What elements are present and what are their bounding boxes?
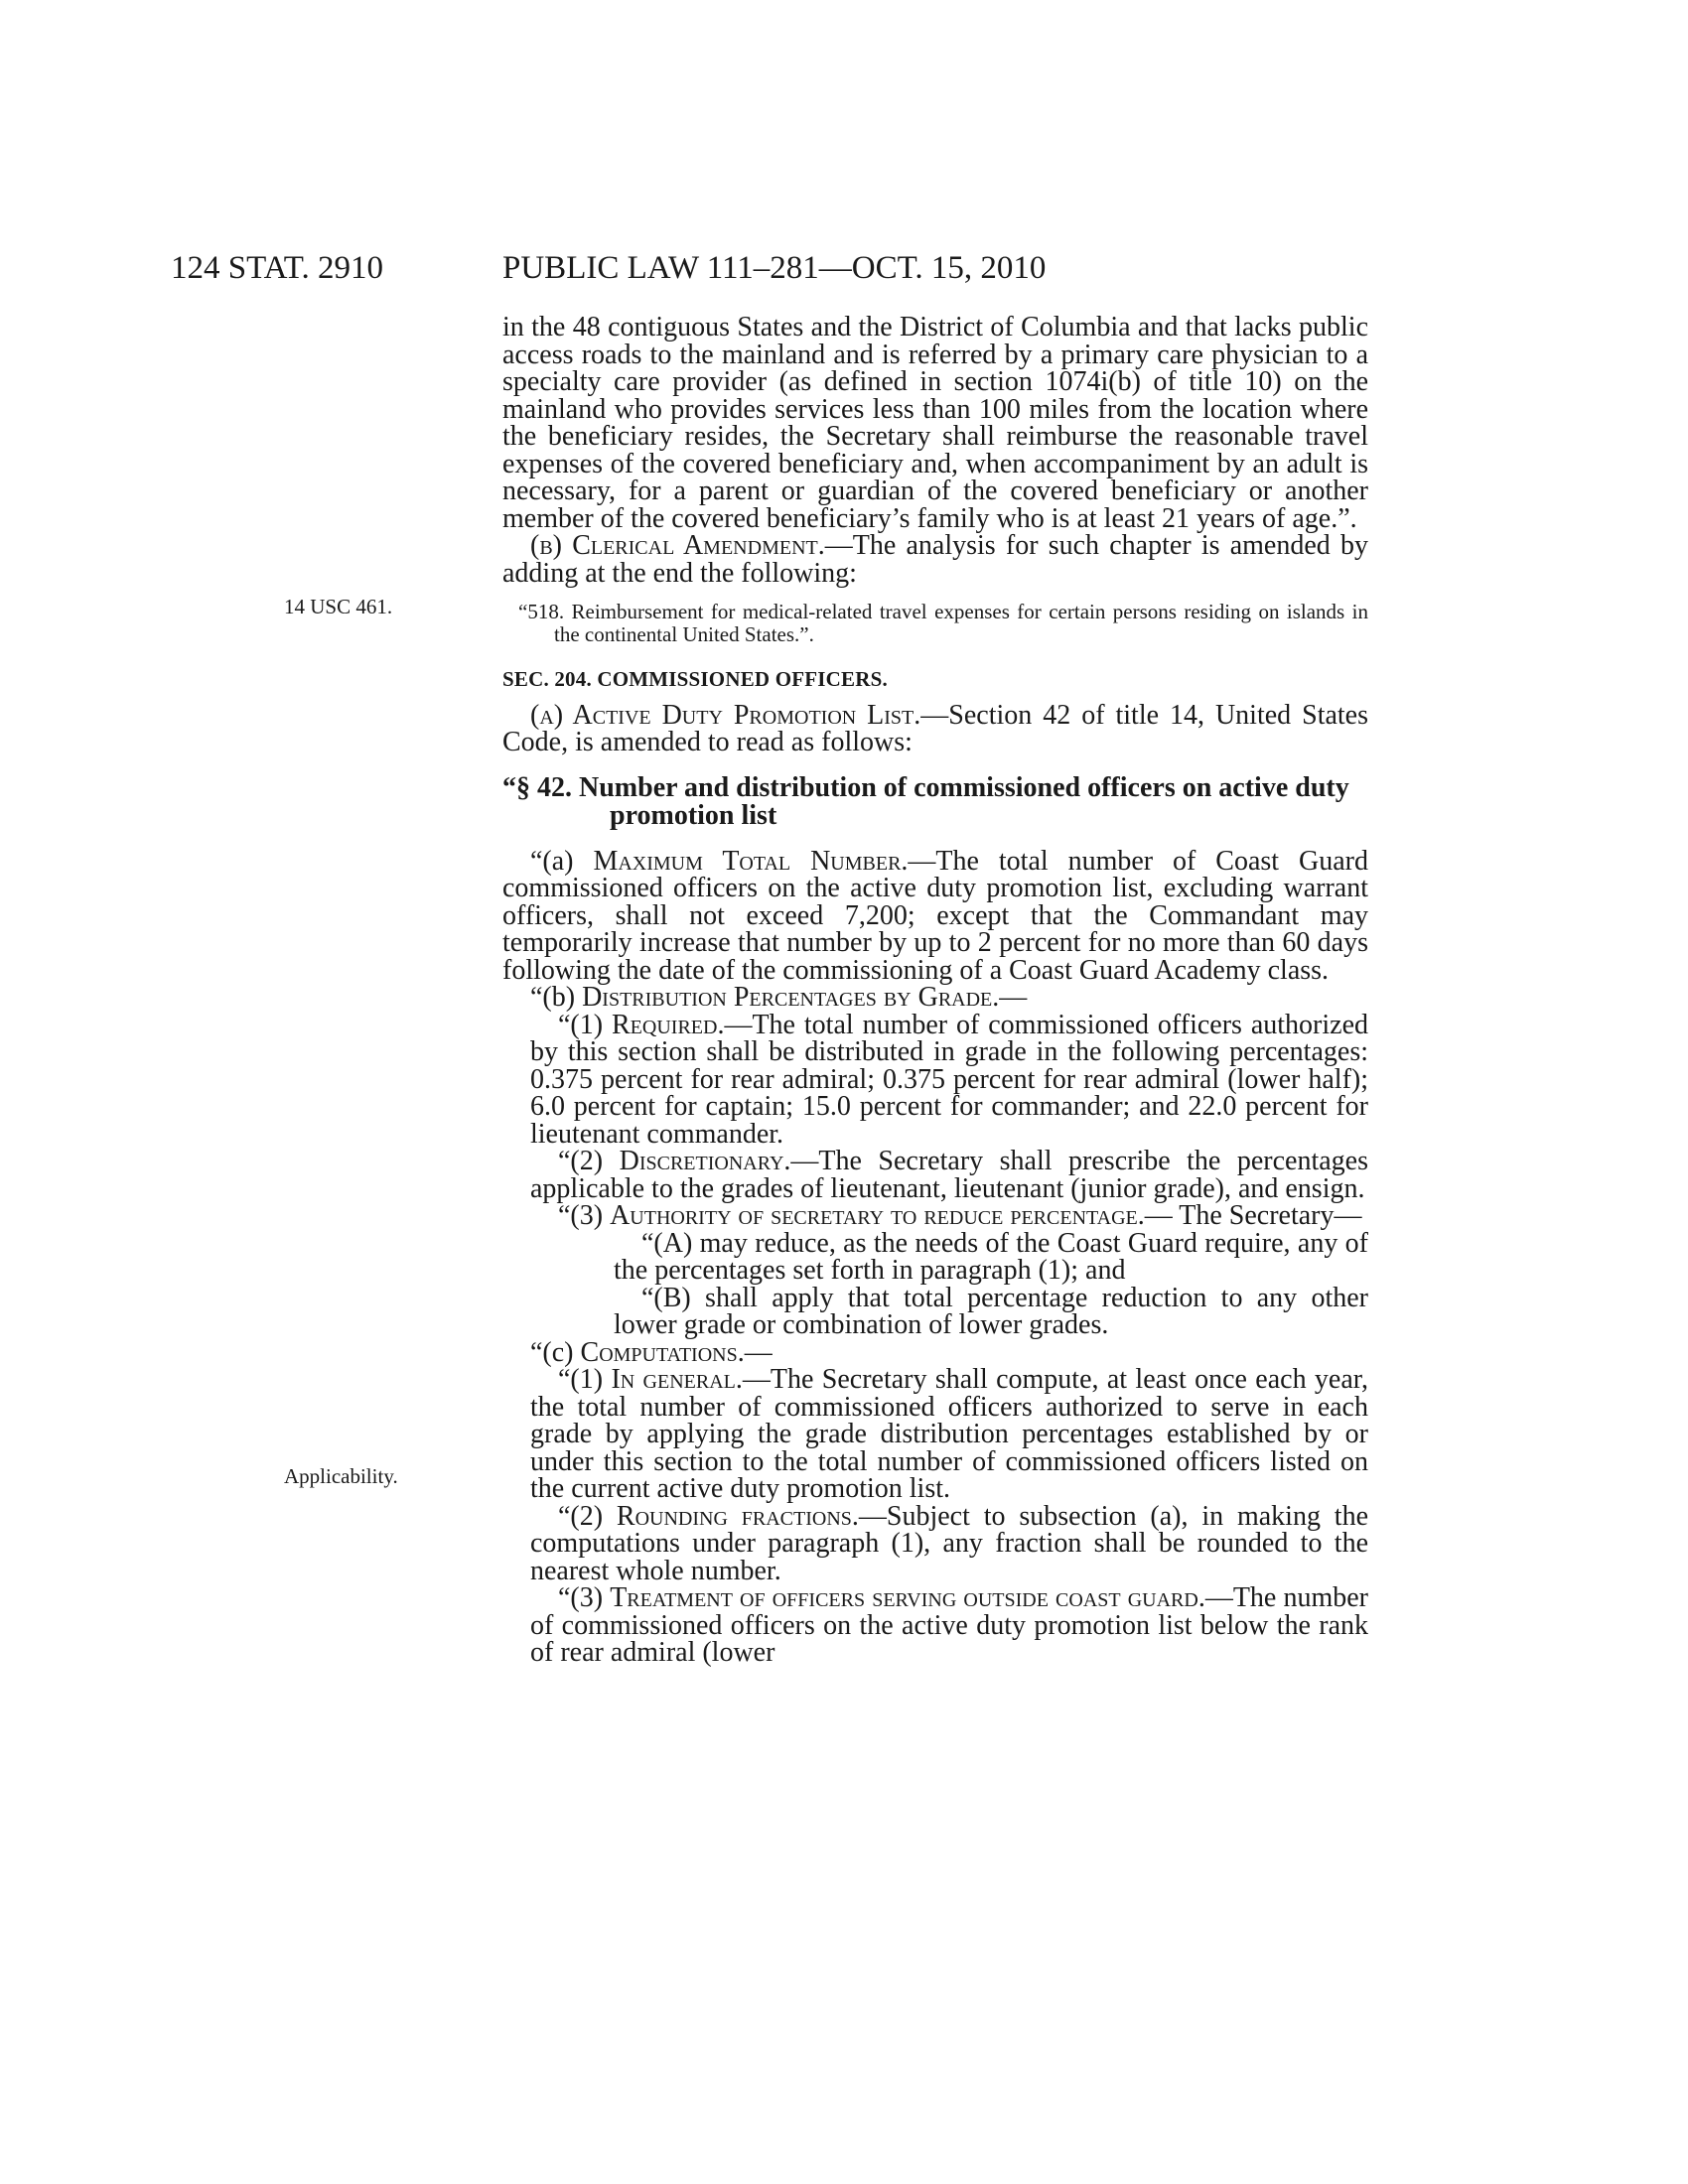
continued-paragraph: in the 48 contiguous States and the District of Columbia and that lacks public access roads to the mainland and is referred by a primary care physician to a specialty care provider (as defined in section 1074i(b) of title 10) on the mainland who provides services less than 100 miles from the location where the beneficiary resides, the Secretary shall reimburse the reasonable travel expenses of the covered beneficiary and, when accompaniment by an adult is necessary, for a parent or guardian of the covered beneficiary or another member of the covered beneficiary’s family who is at least 21 years of age.”. <box>502 312 1368 534</box>
authority-text: — The Secretary— <box>1144 1200 1362 1231</box>
in-general-text: —The Secretary shall compute, at least once each year, the total number of commissioned officers authorized to serve in each grade by applying the grade distribution percentages established by or under this section to the total number of commissioned officers listed on the current active duty promotion list. <box>530 1364 1368 1504</box>
discretionary-text: —The Secretary shall prescribe the percentages applicable to the grades of lieutenant, lieutenant (junior grade), and ensign. <box>530 1146 1369 1204</box>
section-42-title: “§ 42. Number and distribution of commissioned officers on active duty promotion list <box>502 771 1349 831</box>
paragraph-marker: “(2) <box>558 1146 620 1176</box>
required-text: —The total number of commissioned officers authorized by this section shall be distributed in grade in the following percentages: 0.375 percent for rear admiral; 0.375 percent for rear admiral (lower half); 6.0 percent for captain; 15.0 percent for commander; and 22.0 percent for lieutenant commander. <box>530 1009 1368 1150</box>
required-heading: Required. <box>612 1009 725 1040</box>
max-total-number-heading: Maximum Total Number. <box>593 845 909 877</box>
margin-note-applicability: Applicability. <box>284 1464 398 1488</box>
rounding-heading: Rounding fractions. <box>616 1500 859 1532</box>
computations-heading: Computations. <box>580 1336 745 1368</box>
analysis-entry: “518. Reimbursement for medical-related travel expenses for certain persons residing on islands in the continental United States.”. <box>518 600 1368 646</box>
distribution-paragraph <box>502 984 1368 1012</box>
paragraph-marker: “(3) <box>558 1582 611 1613</box>
paragraph-marker: “(2) <box>558 1500 617 1532</box>
rounding-paragraph <box>502 1500 1368 1586</box>
clause-a-paragraph: “(A) may reduce, as the needs of the Coast Guard require, any of the percentages set forth in paragraph (1); and <box>614 1227 1368 1286</box>
discretionary-heading: Discretionary. <box>619 1146 791 1176</box>
document-body <box>502 314 1368 1667</box>
paragraph-marker: “(a) <box>530 845 594 877</box>
subsection-a-text: —Section 42 of title 14, United States Code, is amended to read as follows: <box>502 699 1369 757</box>
rounding-text: —Subject to subsection (a), in making the computations under paragraph (1), any fraction shall be rounded to the nearest whole number. <box>530 1500 1368 1586</box>
paragraph-marker: “(3) <box>558 1200 611 1231</box>
subsection-a-heading: (a) Active Duty Promotion List. <box>530 699 921 731</box>
dash: — <box>999 982 1028 1013</box>
page-citation: 124 STAT. 2910 <box>171 250 384 286</box>
paragraph-marker: “(1) <box>558 1009 612 1040</box>
computations-paragraph <box>502 1336 1368 1368</box>
dash: — <box>744 1336 773 1368</box>
margin-note-usc: 14 USC 461. <box>284 595 393 618</box>
discretionary-paragraph <box>502 1148 1368 1202</box>
in-general-heading: In general. <box>611 1364 743 1395</box>
clerical-amendment-paragraph <box>502 532 1368 587</box>
paragraph-marker: “(c) <box>530 1336 581 1368</box>
public-law-header: PUBLIC LAW 111–281—OCT. 15, 2010 <box>502 250 1047 286</box>
treatment-paragraph <box>502 1584 1368 1667</box>
authority-paragraph <box>502 1202 1368 1230</box>
paragraph-marker: “(1) <box>558 1364 612 1395</box>
section-heading: SEC. 204. COMMISSIONED OFFICERS. <box>502 667 888 691</box>
clerical-amendment-heading: (b) Clerical Amendment. <box>530 530 825 561</box>
treatment-text: —The number of commissioned officers on the active duty promotion list below the rank of rear admiral (lower <box>530 1582 1368 1668</box>
max-total-number-text: —The total number of Coast Guard commissioned officers on the active duty promotion list, excluding warrant officers, shall not exceed 7,200; except that the Commandant may temporarily increase that number by up to 2 percent for no more than 60 days following the date of the commissioning of a Coast Guard Academy class. <box>502 845 1368 986</box>
treatment-heading: Treatment of officers serving outside coast guard. <box>610 1582 1205 1613</box>
distribution-heading: Distribution Percentages by Grade. <box>582 982 1000 1013</box>
clerical-amendment-text: —The analysis for such chapter is amended by adding at the end the following: <box>502 530 1368 589</box>
max-total-number-paragraph <box>502 845 1368 986</box>
required-paragraph <box>502 1009 1368 1150</box>
subsection-a-paragraph <box>502 699 1369 757</box>
paragraph-marker: “(b) <box>530 982 583 1013</box>
authority-heading: Authority of secretary to reduce percentage. <box>610 1200 1145 1231</box>
clause-b-paragraph: “(B) shall apply that total percentage reduction to any other lower grade or combination of lower grades. <box>614 1282 1368 1340</box>
in-general-paragraph <box>502 1366 1368 1503</box>
